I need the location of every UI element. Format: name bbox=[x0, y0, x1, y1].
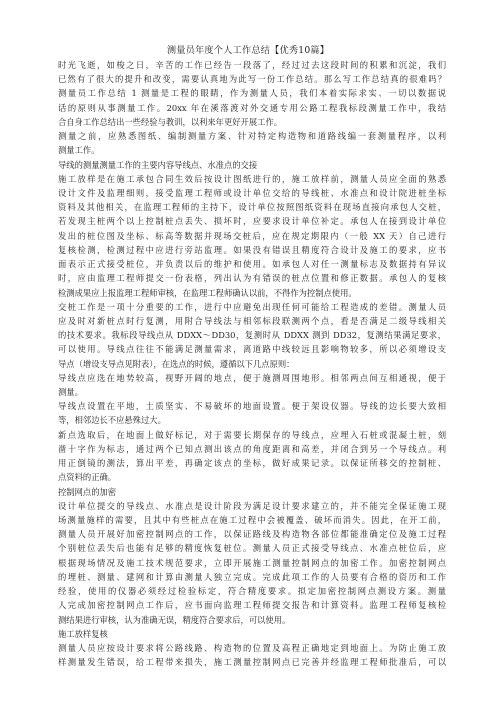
text-line: 应及时对新桩点时行复测，用附合导线法与相邻标段联测两个点，看是否满足二级导线相关 bbox=[58, 315, 446, 326]
text-line: 根据现场情况及施工技术规范要求，立即开展施工测量控制网点的加密工作。加密控制网点 bbox=[58, 557, 446, 568]
text-line: 检测成果应上报监理工程师审核，在监理工程师确认以前，不得作为控制点使用。 bbox=[58, 287, 357, 298]
text-line: 场测量施样的需要，且其中有些桩点在施工过程中会被覆盖、破坏而消失。因此，在开工前， bbox=[58, 515, 446, 525]
text-line: 设计单位提交的导线点、水准点是设计阶段为满足设计要求建立的，并不能完全保证施工现 bbox=[58, 500, 446, 511]
text-line: 合自身工作总结出一些经验与教训，以利来年更好开展工作。 bbox=[58, 116, 283, 127]
text-line: 样测量发生错误，给工程带来损失，施工测量控制网点已完善并经监理工程师批准后，可以 bbox=[58, 657, 446, 668]
text-line: 话的原则从事测量工作。20xx 年在溪落渡对外交通专用公路工程我标段测量工作中，我结 bbox=[58, 102, 446, 113]
text-line: 导点（增设支导点见附表），在选点的时候，遵循以下几点原则： bbox=[58, 358, 295, 369]
text-line: 点资料的正确。 bbox=[58, 472, 117, 483]
document-body bbox=[58, 58, 446, 669]
text-line: 可以使用。导线点往往不能满足测量需求，离道路中线较远且影响物较多，所以必须增设支 bbox=[58, 344, 446, 355]
text-line: 测量。 bbox=[58, 387, 83, 398]
text-line: 测结果进行审核，认为准确无误，精度符合要求后，可以使用。 bbox=[58, 614, 291, 625]
text-line: 新点选取后，在地面上做好标记，对于需要长期保存的导线点，应埋入石桩或混凝土桩，刻 bbox=[58, 429, 446, 440]
text-line: 经验，使用的仪器必须经过检验标定，符合精度要求。拟定加密控制网点测设方案。测量 bbox=[58, 586, 446, 597]
text-line: 时，应由监理工程师提交一份表格，列出认为有错误的桩点位置和修正数据。承包人的复核 bbox=[58, 273, 446, 284]
text-line: 导线的测量测量工作的主要内容导线点、水准点的交接 bbox=[58, 159, 258, 170]
text-line: 控制网点的加密 bbox=[58, 486, 117, 497]
text-line: 复核检测，检测过程中应进行旁站监理。如果没有错误且精度符合设计及施工的要求，应书 bbox=[58, 244, 446, 255]
text-line: 导线点应选在地势较高，视野开阔的地点，便于施测周围地形。相邻两点间互相通视，便于 bbox=[58, 372, 446, 383]
text-line: 施工放样是在施工承包合同生效后按设计图纸进行的，施工放样前，测量人员应全面的熟悉 bbox=[58, 173, 446, 184]
text-line: 资料及其他相关，在监理工程师的主持下，设计单位按照图纸资料在现场直接向承包人交桩， bbox=[58, 202, 446, 213]
text-line: 人完成加密控制网点工作后，应书面向监理工程师提交报告和计算资料。监理工程师复核检 bbox=[58, 600, 446, 611]
text-line: 的埋桩、测量、建网和计算由测量人独立完成。完成此项工作的人员要有合格的资历和工作 bbox=[58, 571, 446, 582]
text-line: 用正倒镜的测法，算出平差，再确定该点的坐标，做好成果记录。以保证所移交的控制桩、 bbox=[58, 458, 446, 469]
text-line: 面表示正式接受桩位，并负责以后的维护和使用。如承包人对任一测量标志及数据持有异议 bbox=[58, 259, 446, 270]
text-line: 设计文件及监理细则，接受监理工程师或设计单位交给的导线桩、水准点和设计院进桩坐标 bbox=[58, 187, 446, 198]
text-line: 交桩工作是一项十分重要的工作，进行中应避免出现任何可能给工程造成的差错。测量人员 bbox=[58, 301, 446, 312]
text-line: 时光飞逝，如梭之日，辛苦的工作已经告一段落了，经过过去这段时间的积累和沉淀，我们 bbox=[58, 60, 446, 70]
text-line: 若发现主桩两个以上控制桩点丢失、损坏时，应要求设计单位补定。承包人在接到设计单位 bbox=[58, 216, 446, 227]
text-line: 已然有了很大的提升和改变，需要认真地为此写一份工作总结。那么写工作总结真的很难吗？ bbox=[58, 74, 446, 85]
text-line: 测量工作。 bbox=[58, 145, 100, 156]
text-line: 凿十字作为标志，通过两个已知点测出该点的角度距离和高差，并闭合到另一个导线点。利 bbox=[58, 443, 446, 454]
text-line: 测量人员开展好加密控制网点的工作，以保证路线及构造物各部位都能准确定位及施工过程 bbox=[58, 529, 446, 540]
text-line: 发出的桩位图及坐标、标高等数据并现场交桩后，应在规定期限内（一般 XX 天）自己进行 bbox=[58, 230, 446, 241]
text-line: 测量人员应按设计要求将公路线路、构造物的位置及高程正确地定到地面上。为防止施工放 bbox=[58, 642, 446, 653]
text-line: 个别桩位丢失后也能有足够的精度恢复桩位。测量人员正式接受导线点、水准点桩位后，应 bbox=[58, 543, 446, 554]
text-line: 施工放样复核 bbox=[58, 628, 108, 639]
text-line: 的技术要求。我标段导线点从 DDXX～DD30，复测时从 DDXX 测到 DD32，复测结果满足要求， bbox=[58, 330, 446, 341]
text-line: 导线点设置在平地，土质坚实、不易破坏的地面设置。便于架设仪器。导线的边长要大致相 bbox=[58, 401, 446, 412]
text-line: 等，相邻边长不应悬殊过大。 bbox=[58, 415, 166, 426]
text-line: 测量员工作总结 1 测量是工程的眼睛，作为测量人员，我们本着实际求实、一切以数据说 bbox=[58, 88, 446, 99]
document-title: 测量员年度个人工作总结【优秀10篇】 bbox=[166, 45, 330, 56]
text-line: 测量之前，应熟悉图纸、编制测量方案、针对特定构造物和道路线编一套测量程序，以利 bbox=[58, 131, 446, 142]
